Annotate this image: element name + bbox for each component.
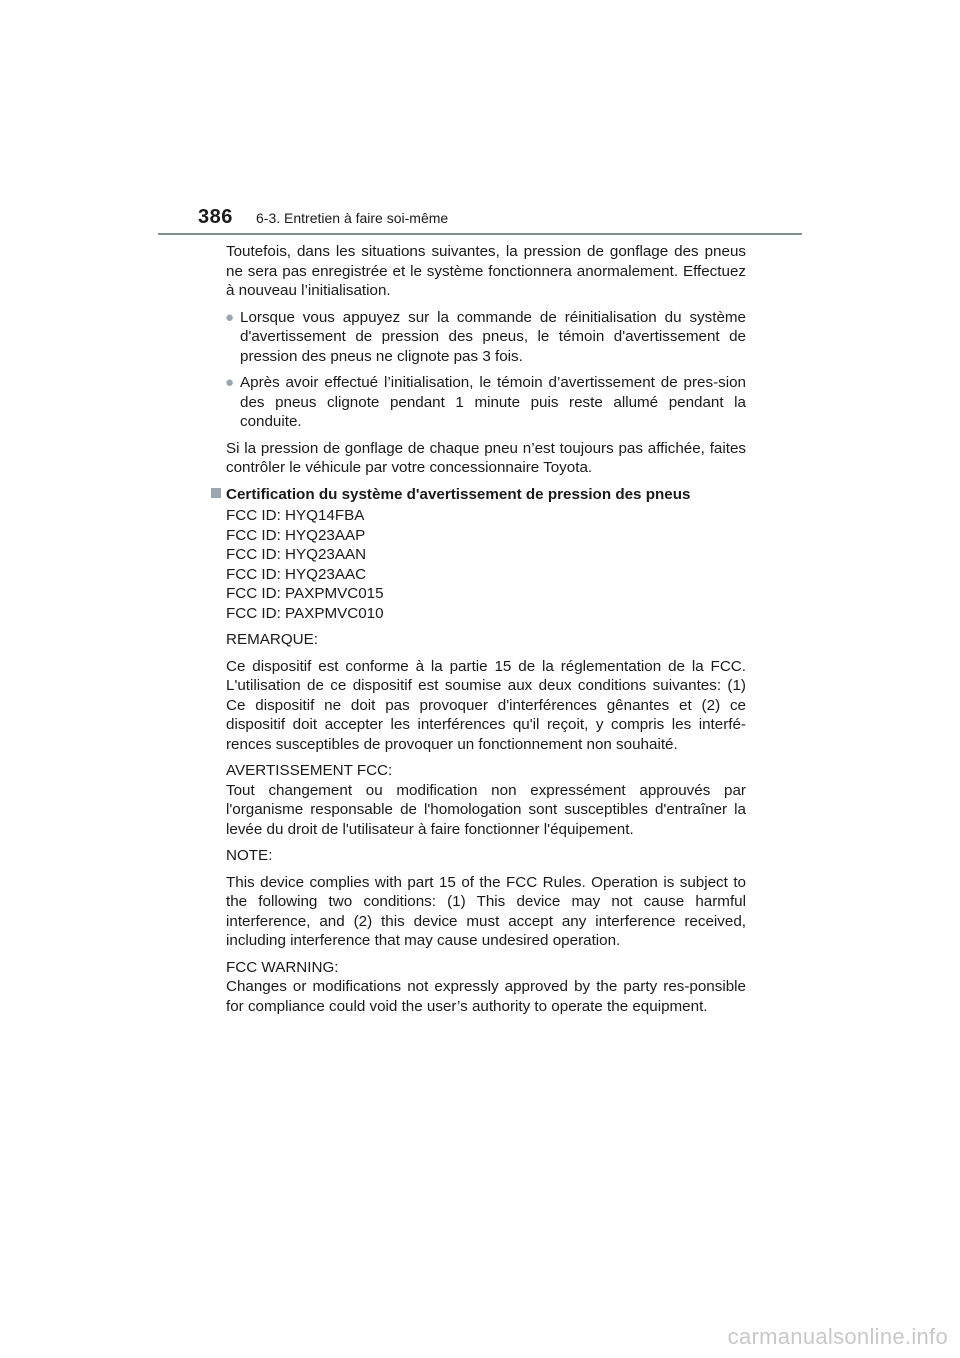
square-marker-icon xyxy=(211,488,221,498)
fcc-warning-text: Changes or modifications not expressly approved by the party res-ponsible for compliance could void the user’s authority to operate the equipment. xyxy=(226,978,746,1015)
section-title: 6-3. Entretien à faire soi-même xyxy=(256,210,449,226)
fcc-id-item: FCC ID: PAXPMVC015 xyxy=(226,585,384,602)
remarque-label: REMARQUE: xyxy=(226,631,318,648)
note-label: NOTE: xyxy=(226,847,273,864)
fcc-id-item: FCC ID: HYQ23AAP xyxy=(226,526,366,544)
avertissement-text: Tout changement ou modification non expressément approuvés par l'organisme responsable de l'homologation sont susceptibles d'entraîner la levée du droit de l'utilisateur à faire fonctionner l'équipement. xyxy=(226,781,746,838)
bullet-text: Lorsque vous appuyez sur la commande de réinitialisation du système d'avertissement de pression des pneus, le témoin d'avertissement de pression des pneus ne clignote pas 3 fois. xyxy=(240,308,746,365)
remarque-text: Ce dispositif est conforme à la partie 15 de la réglementation de la FCC. L'utilisation de ce dispositif est soumise aux deux conditions suivantes: (1) Ce dispositif ne doit pas provoquer d'interférences gênantes et (2) ce dispositif doit accepter les interférences qu'il reçoit, y compris les interfé-rences susceptibles de provoquer un fonctionnement non souhaité. xyxy=(226,657,746,753)
page-header xyxy=(198,206,802,236)
avertissement-label: AVERTISSEMENT FCC: xyxy=(226,762,393,779)
avertissement-block xyxy=(226,761,746,839)
followup-paragraph: Si la pression de gonflage de chaque pneu n’est toujours pas affichée, faites contrôler le véhicule par votre concessionnaire Toyota. xyxy=(226,439,746,476)
fcc-id-item: FCC ID: HYQ23AAN xyxy=(226,546,367,563)
fcc-id-item: FCC ID: HYQ14FBA xyxy=(226,507,365,524)
page-content xyxy=(226,242,746,1023)
fcc-warning-label: FCC WARNING: xyxy=(226,958,339,976)
note-text: This device complies with part 15 of the FCC Rules. Operation is subject to the following two conditions: (1) This device may not cause harmful interference, and (2) this device must accept any interference received, including interference that may cause undesired operation. xyxy=(226,873,746,949)
watermark: carmanualsonline.info xyxy=(727,1324,948,1349)
bullet-dot-icon: ● xyxy=(225,374,235,391)
bullet-text: Après avoir effectué l’initialisation, le témoin d’avertissement de pres-sion des pneus clignote pendant 1 minute puis reste allumé pendant la conduite. xyxy=(240,374,746,430)
section-heading-text: Certification du système d'avertissement de pression des pneus xyxy=(226,485,691,503)
page-number: 386 xyxy=(198,206,233,228)
fcc-warning-block xyxy=(226,958,746,1017)
header-divider xyxy=(158,233,802,235)
fcc-id-list xyxy=(226,506,746,623)
bullet-item xyxy=(226,373,746,432)
bullet-item xyxy=(226,308,746,367)
bullet-dot-icon: ● xyxy=(225,308,235,326)
intro-paragraph: Toutefois, dans les situations suivantes, la pression de gonflage des pneus ne sera pas enregistrée et le système fonctionnera anormalement. Effectuez à nouveau l’initialisation. xyxy=(226,243,746,299)
fcc-id-item: FCC ID: PAXPMVC010 xyxy=(226,604,384,622)
fcc-id-item: FCC ID: HYQ23AAC xyxy=(226,565,367,583)
section-heading xyxy=(226,485,746,505)
